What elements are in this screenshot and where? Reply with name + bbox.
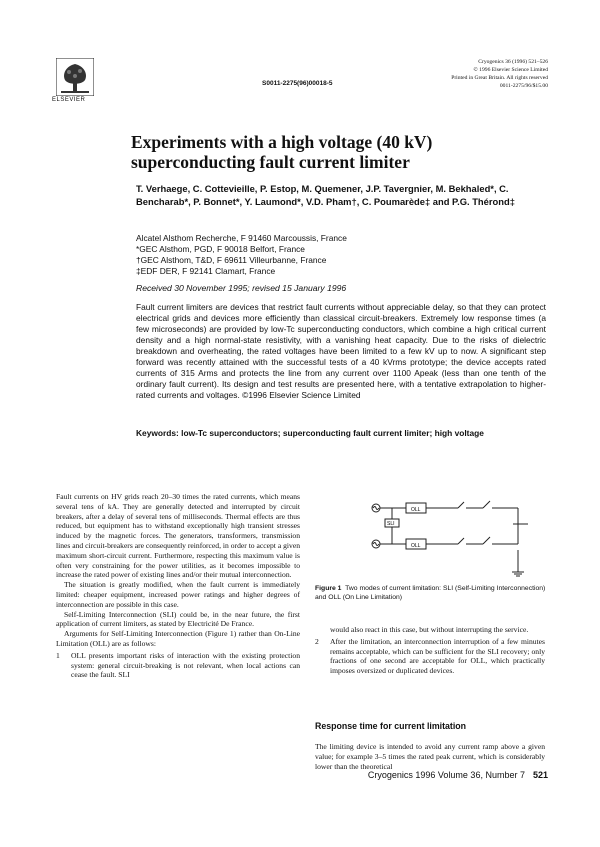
paragraph: Arguments for Self-Limiting Interconnection (Figure 1) rather than On-Line Limitation (OLL) are as follows:: [56, 629, 300, 648]
affiliations: [136, 233, 536, 277]
section-heading: Response time for current limitation: [315, 721, 467, 731]
journal-info: [451, 58, 548, 90]
affiliation: †GEC Alsthom, T&D, F 69611 Villeurbanne, France: [136, 255, 327, 265]
journal-info-line: Cryogenics 36 (1996) 521–526: [478, 59, 548, 65]
list-text: OLL presents important risks of interaction with the existing protection system: general circuit-breaking is not relevant, when local actions can cease the fault. SLI: [71, 650, 300, 680]
affiliation: ‡EDF DER, F 92141 Clamart, France: [136, 266, 276, 276]
paragraph: The limiting device is intended to avoid any current ramp above a given value; for example 3–5 times the rated peak current, which is considerably lower than the theoretical: [315, 742, 545, 771]
list-number: 1: [56, 650, 60, 660]
list-text: After the limitation, an interconnection interruption of a few minutes remains acceptable, which can be sufficient for the SLI recovery; only fractions of one second are acceptable for OLL, which practically imposes oversized or duplicated devices.: [330, 636, 545, 676]
body-left-column: [56, 492, 300, 682]
affiliation: Alcatel Alsthom Recherche, F 91460 Marcoussis, France: [136, 233, 347, 243]
affiliation: *GEC Alsthom, PGD, F 90018 Belfort, France: [136, 244, 305, 254]
page-footer: [368, 770, 548, 780]
journal-info-line: Printed in Great Britain. All rights reserved: [451, 75, 548, 81]
list-item: [315, 637, 545, 676]
body-right-column: [315, 625, 545, 678]
body-right-column-continued: [315, 742, 545, 771]
keywords: Keywords: low-Tc superconductors; superconducting fault current limiter; high voltage: [136, 428, 484, 438]
paragraph: The situation is greatly modified, when the fault current is immediately limited: cheaper equipment, increased power ratings and higher degrees of interconnection are possible in this case.: [56, 580, 300, 609]
journal-info-line: 0011-2275/96/$15.00: [499, 83, 548, 89]
elsevier-tree-logo: [56, 58, 94, 96]
figure-caption-text: Two modes of current limitation: SLI (Self-Limiting Interconnection) and OLL (On Line Limitation): [315, 585, 546, 601]
figure-label: OLL: [411, 543, 421, 549]
author-list: T. Verhaege, C. Cottevieille, P. Estop, M. Quemener, J.P. Tavergnier, M. Bekhaled*, C. Bencharab*, P. Bonnet*, Y. Laumond*, V.D. Pham†, C. Poumarède‡ and P.G. Thérond‡: [136, 183, 515, 207]
page-number: 521: [532, 770, 548, 780]
abstract: Fault current limiters are devices that restrict fault currents without appreciable delay, so that they can protect electrical grids and devices more efficiently than classical circuit-breakers. Extremely low response times (a few microseconds) are provided by low-Tc superconducting conductors, which combine a high critical current density and a high normal-state resistivity, with a vanishing heat capacity. Due to the risks of dielectric breakdown and overheating, the rated voltages have been limited to a few kV up to now. A significant step forward was recently attained with the successful tests of a 40 kVrms prototype; the device accepts rated currents of 315 Arms and protects the line from any current over 1100 Apeak (less than one tenth of the ordinary fault current). Its design and test results are presented here, with a tentative extrapolation to higher-rated currents and voltages. ©1996 Elsevier Science Limited: [136, 302, 546, 400]
received-dates: Received 30 November 1995; revised 15 January 1996: [136, 283, 347, 293]
paragraph: Fault currents on HV grids reach 20–30 times the rated currents, which means several tens of kA. They are generally detected and interrupted by circuit breakers, after a delay of several tens of milliseconds. Thermal effects are thus reduced, but equipment has to withstand exceptionally high transient stresses induced by the magnetic forces. The generators, transformers, transmission lines and circuit-breakers are consequently reinforced, in order to accept a given maximum short-circuit current. Furthermore, respecting this maximum value is often very constraining for the power utilities, as it becomes impossible to increase the rated power of existing lines and/or their mutual interconnection.: [56, 492, 300, 580]
figure-1-diagram: [368, 494, 538, 580]
list-item: [56, 651, 300, 680]
figure-label: SLI: [387, 521, 395, 527]
journal-info-line: © 1996 Elsevier Science Limited: [473, 67, 548, 73]
figure-label: OLL: [411, 507, 421, 513]
paragraph: would also react in this case, but without interrupting the service.: [330, 625, 529, 634]
list-number: 2: [315, 636, 319, 646]
journal-citation: Cryogenics 1996 Volume 36, Number 7: [367, 770, 525, 780]
figure-caption: [315, 585, 547, 602]
article-title: Experiments with a high voltage (40 kV) superconducting fault current limiter: [131, 132, 433, 172]
paragraph: Self-Limiting Interconnection (SLI) could be, in the near future, the first application of current limiters, as stated by Electricité De France.: [56, 609, 300, 629]
figure-label-text: Figure 1: [315, 585, 342, 592]
publisher-name: ELSEVIER: [52, 97, 86, 103]
pii-code: S0011-2275(96)00018-5: [262, 80, 333, 87]
